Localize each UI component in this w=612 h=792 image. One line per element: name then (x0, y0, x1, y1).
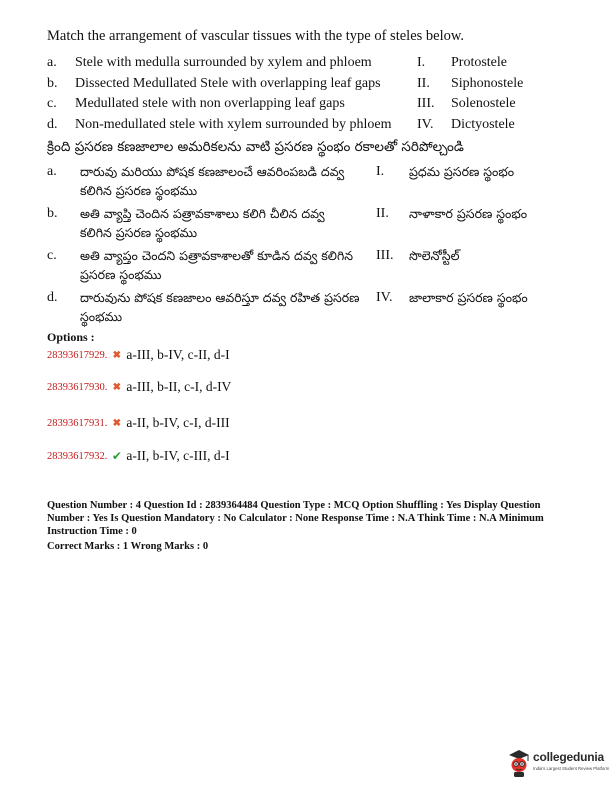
right-text: నాళాకార ప్రసరణ స్థంభం (409, 206, 528, 221)
cross-icon: ✖ (112, 381, 122, 393)
match-row (47, 74, 587, 95)
left-label: b. (47, 75, 58, 91)
left-text: దారువు మరియు పోషక కణజాలంచే ఆవరింపబడి దవ్వ కలిగిన ప్రసరణ స్థంభము (80, 164, 345, 198)
right-text: Siphonostele (451, 75, 524, 91)
left-label: a. (47, 55, 57, 71)
cross-icon: ✖ (112, 349, 122, 361)
right-text: Dictyostele (451, 116, 515, 132)
match-row (47, 53, 587, 74)
option-text: a-II, b-IV, c-III, d-I (126, 448, 230, 463)
left-text: Stele with medulla surrounded by xylem and phloem (75, 55, 372, 71)
option-id: 28393617929. (47, 349, 108, 361)
left-label: a. (47, 164, 57, 179)
right-label: I. (376, 164, 385, 179)
right-text: సొలెనోస్టీల్ (409, 248, 460, 263)
option-item[interactable] (47, 378, 231, 396)
left-text: Dissected Medullated Stele with overlapping leaf gaps (75, 75, 381, 91)
match-row (47, 94, 587, 115)
marks-info: Correct Marks : 1 Wrong Marks : 0 (47, 541, 209, 552)
left-text: దారువును పోషక కణజాలం ఆవరిస్తూ దవ్వ రహిత ప్రసరణ స్థంభము (80, 290, 360, 324)
right-label: IV. (376, 290, 393, 305)
telugu-match-table (47, 162, 597, 330)
option-id: 28393617930. (47, 381, 108, 393)
options-label: Options : (47, 330, 95, 344)
checkmark-icon: ✔ (111, 448, 122, 463)
right-label: II. (417, 75, 430, 91)
match-row (47, 288, 597, 330)
right-text: ప్రధమ ప్రసరణ స్థంభం (409, 164, 515, 179)
left-text: Non-medullated stele with xylem surrounded by phloem (75, 116, 392, 132)
cross-icon: ✖ (112, 417, 122, 429)
telugu-question-title: క్రింది ప్రసరణ కణజాలాల అమరికలను వాటి ప్రసరణ స్థంభం రకాలతో సరిపోల్చండి (47, 139, 464, 155)
option-text: a-III, b-IV, c-II, d-I (126, 347, 230, 362)
match-row (47, 115, 587, 136)
option-text: a-II, b-IV, c-I, d-III (126, 415, 230, 430)
match-row (47, 204, 597, 246)
left-label: d. (47, 116, 58, 132)
left-label: c. (47, 248, 57, 263)
logo-wordmark: collegedunia (533, 750, 604, 764)
left-text: అతి వ్యాప్తం చెందని పత్రావకాశాలతో కూడిన దవ్వ కలిగిన ప్రసరణ స్థంభము (80, 248, 354, 282)
option-id: 28393617931. (47, 417, 108, 429)
right-label: II. (376, 206, 389, 221)
option-item[interactable] (47, 414, 230, 432)
right-label: III. (376, 248, 394, 263)
left-label: b. (47, 206, 58, 221)
question-title: Match the arrangement of vascular tissues with the type of steles below. (47, 28, 465, 44)
left-text: Medullated stele with non overlapping leaf gaps (75, 96, 345, 112)
right-text: జాలాకార ప్రసరణ స్థంభం (409, 290, 528, 305)
right-label: IV. (417, 116, 434, 132)
right-text: Protostele (451, 55, 507, 71)
left-text: అతి వ్యాప్తి చెందిన పత్రావకాశాలు కలిగి చీలిన దవ్వ కలిగిన ప్రసరణ స్థంభము (80, 206, 325, 240)
question-metadata: Question Number : 4 Question Id : 2839364484 Question Type : MCQ Option Shuffling : Yes Display Question Number : Yes Is Question Mandatory : No Calculator : None Response Time : N.A Think Time : N.A Minimum Instruction Time : 0 (47, 500, 544, 537)
left-label: c. (47, 96, 57, 112)
option-item[interactable] (47, 447, 230, 465)
match-row (47, 246, 597, 288)
logo-tagline: India's Largest Student Review Platform (533, 766, 610, 771)
match-row (47, 162, 597, 204)
english-match-table (47, 53, 587, 135)
collegedunia-logo (507, 744, 610, 784)
left-label: d. (47, 290, 58, 305)
right-text: Solenostele (451, 96, 516, 112)
right-label: I. (417, 55, 426, 71)
option-id: 28393617932. (47, 450, 108, 462)
option-text: a-III, b-II, c-I, d-IV (126, 379, 232, 394)
right-label: III. (417, 96, 435, 112)
option-item[interactable] (47, 346, 230, 364)
graduate-mascot-icon (507, 748, 531, 778)
